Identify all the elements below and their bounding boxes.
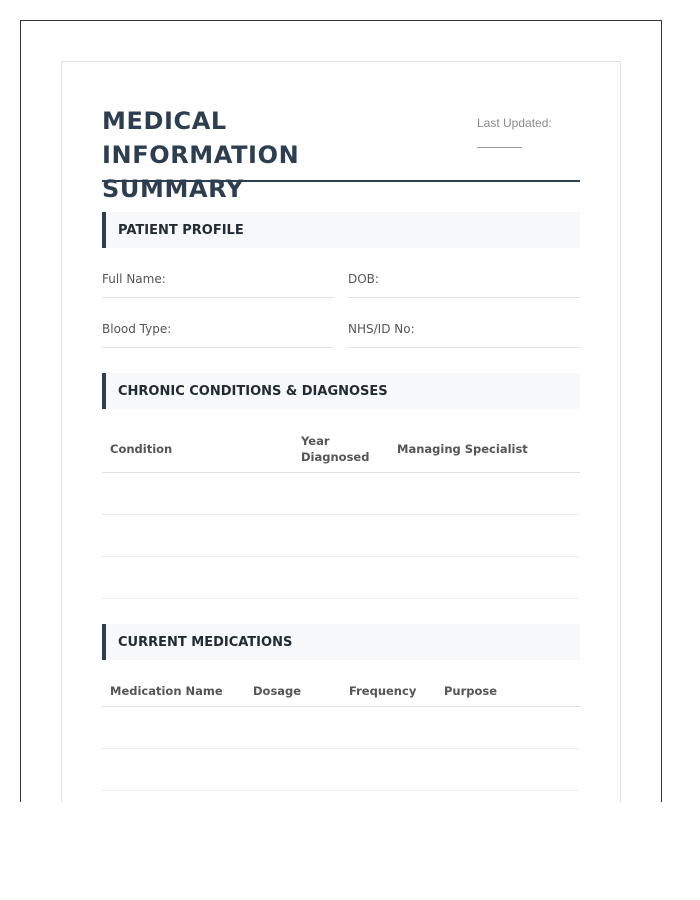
conditions-table-header [102, 427, 580, 473]
table-row[interactable] [102, 707, 580, 749]
document-card [61, 61, 621, 802]
section-header-patient-profile: PATIENT PROFILE [102, 212, 580, 248]
table-row[interactable] [102, 557, 580, 599]
table-row[interactable] [102, 515, 580, 557]
medications-table-header [102, 676, 580, 707]
nhs-id-label: NHS/ID No: [348, 322, 415, 336]
column-header-frequency: Frequency [349, 684, 417, 698]
section-header-chronic-conditions: CHRONIC CONDITIONS & DIAGNOSES [102, 373, 580, 409]
document-header [102, 104, 580, 203]
blood-type-label: Blood Type: [102, 322, 172, 336]
last-updated-field[interactable] [477, 147, 522, 148]
full-name-label: Full Name: [102, 272, 166, 286]
conditions-table [102, 427, 580, 599]
last-updated-label: Last Updated: [477, 116, 552, 130]
blood-type-field[interactable] [102, 312, 334, 348]
nhs-id-field[interactable] [348, 312, 580, 348]
page-viewport [20, 20, 662, 802]
dob-label: DOB: [348, 272, 379, 286]
full-name-field[interactable] [102, 262, 334, 298]
section-header-current-medications: CURRENT MEDICATIONS [102, 624, 580, 660]
medications-table [102, 676, 580, 791]
column-header-dosage: Dosage [253, 684, 302, 698]
column-header-medication-name: Medication Name [110, 684, 223, 698]
column-header-managing-specialist: Managing Specialist [397, 442, 528, 456]
column-header-condition: Condition [110, 442, 173, 456]
column-header-purpose: Purpose [444, 684, 498, 698]
table-row[interactable] [102, 473, 580, 515]
column-header-year-diagnosed: Year Diagnosed [301, 434, 370, 464]
table-row[interactable] [102, 749, 580, 791]
dob-field[interactable] [348, 262, 580, 298]
page-title: MEDICAL INFORMATION SUMMARY [102, 107, 300, 203]
